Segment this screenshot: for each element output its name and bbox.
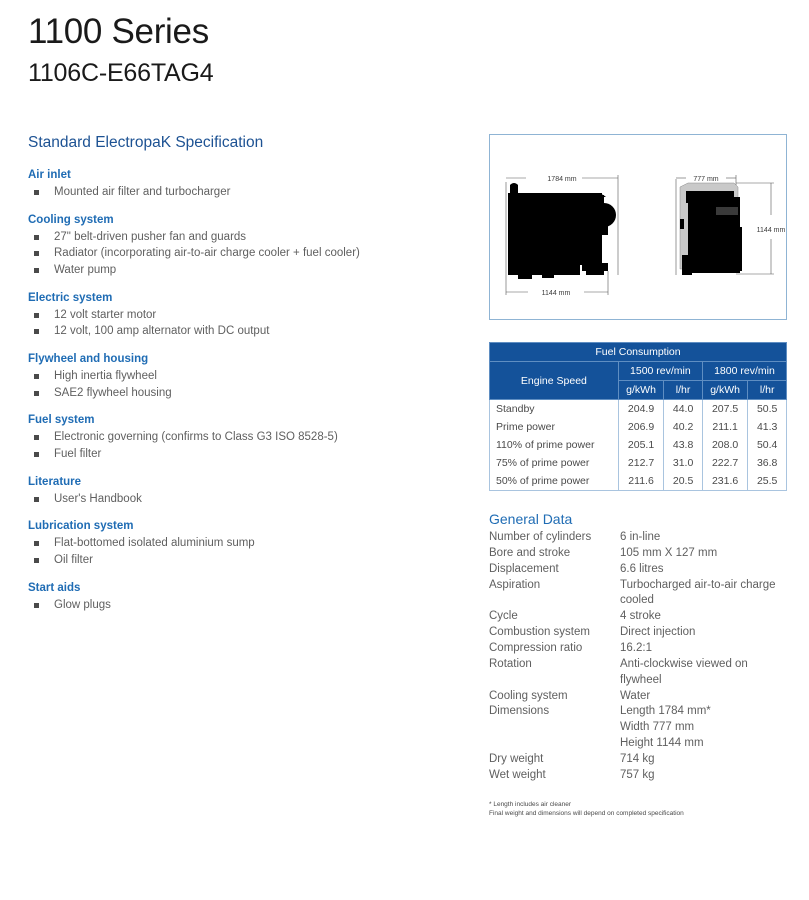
spec-group <box>28 414 468 462</box>
general-data-label: Bore and stroke <box>489 546 571 559</box>
spec-item-label: SAE2 flywheel housing <box>54 386 172 399</box>
fuel-table-speed-row <box>490 362 787 381</box>
table-row <box>490 472 787 491</box>
square-bullet-icon <box>34 497 39 502</box>
spec-group-title: Air inlet <box>28 169 71 181</box>
general-data-label: Dry weight <box>489 753 544 766</box>
fuel-consumption-table <box>489 342 787 491</box>
general-data-value: Anti-clockwise viewed on flywheel <box>620 657 748 686</box>
general-data-value: 6.6 litres <box>620 562 664 575</box>
general-data-value: 16.2:1 <box>620 642 652 655</box>
spec-item-list <box>28 597 468 614</box>
fuel-row-value: 50.4 <box>748 436 787 454</box>
page-title-block <box>28 14 213 86</box>
fuel-row-value: 207.5 <box>702 400 747 419</box>
general-data-label: Combustion system <box>489 626 590 639</box>
general-data-value: Height 1144 mm <box>620 737 704 750</box>
footnotes <box>489 800 787 819</box>
general-data-value: 4 stroke <box>620 610 661 623</box>
spec-item-label: Oil filter <box>54 554 93 567</box>
spec-item <box>28 552 468 569</box>
square-bullet-icon <box>34 251 39 256</box>
fuel-row-value: 206.9 <box>618 418 663 436</box>
fuel-table-unit-1500-gkwh: g/kWh <box>618 381 663 400</box>
spec-item-list <box>28 491 468 508</box>
general-data-label <box>489 720 620 736</box>
footnote-line: Final weight and dimensions will depend on completed specification <box>489 810 684 818</box>
spec-group-title: Cooling system <box>28 213 114 226</box>
square-bullet-icon <box>34 190 39 195</box>
spec-item-label: Fuel filter <box>54 448 102 461</box>
spec-item <box>28 491 468 508</box>
general-data-value: 757 kg <box>620 768 655 781</box>
general-data-title: General Data <box>489 511 573 527</box>
fuel-row-label: 110% of prime power <box>490 436 619 454</box>
spec-item <box>28 429 468 446</box>
fuel-consumption-table-wrapper <box>489 342 787 491</box>
square-bullet-icon <box>34 268 39 273</box>
spec-item <box>28 535 468 552</box>
specification-groups <box>28 169 468 613</box>
spec-item <box>28 368 468 385</box>
spec-item-label: 27" belt-driven pusher fan and guards <box>54 230 247 243</box>
spec-item-list <box>28 307 468 340</box>
fuel-row-label: 75% of prime power <box>490 454 619 472</box>
general-data-body <box>489 530 787 784</box>
spec-group-title: Fuel system <box>28 414 95 427</box>
spec-item-label: 12 volt starter motor <box>54 308 157 321</box>
table-row <box>490 436 787 454</box>
general-data-value: Turbocharged air-to-air charge cooled <box>620 578 776 607</box>
general-data-label: Rotation <box>489 657 532 670</box>
spec-group <box>28 292 468 340</box>
fuel-row-value: 204.9 <box>618 400 663 419</box>
fuel-row-value: 41.3 <box>748 418 787 436</box>
model-subtitle: 1106C-E66TAG4 <box>28 59 214 87</box>
fuel-row-label: 50% of prime power <box>490 472 619 491</box>
spec-item-list <box>28 368 468 401</box>
table-row <box>490 454 787 472</box>
page-title: 1100 Series <box>28 12 209 51</box>
general-data-value: Length 1784 mm* <box>620 705 711 718</box>
spec-group <box>28 520 468 568</box>
fuel-row-value: 208.0 <box>702 436 747 454</box>
fuel-table-row-header-label: Engine Speed <box>490 362 619 400</box>
general-data-table <box>489 530 787 784</box>
general-data-row <box>489 562 787 578</box>
fuel-table-unit-1800-lhr: l/hr <box>748 381 787 400</box>
table-row <box>490 418 787 436</box>
fuel-table-title-row <box>490 343 787 362</box>
fuel-row-value: 40.2 <box>664 418 703 436</box>
spec-item <box>28 262 468 279</box>
general-data-label: Cycle <box>489 610 518 623</box>
fuel-row-value: 50.5 <box>748 400 787 419</box>
general-data-row <box>489 546 787 562</box>
general-data-value: Direct injection <box>620 626 696 639</box>
square-bullet-icon <box>34 329 39 334</box>
specification-heading: Standard ElectropaK Specification <box>28 134 264 151</box>
general-data-row <box>489 704 787 720</box>
spec-item-label: Glow plugs <box>54 598 111 611</box>
spec-item-label: High inertia flywheel <box>54 370 157 383</box>
spec-item-label: User's Handbook <box>54 492 142 505</box>
general-data-section <box>489 511 787 784</box>
spec-item-label: Electronic governing (confirms to Class G3 ISO 8528-5) <box>54 431 338 444</box>
spec-group <box>28 353 468 401</box>
fuel-row-value: 31.0 <box>664 454 703 472</box>
spec-item-label: 12 volt, 100 amp alternator with DC output <box>54 325 270 338</box>
square-bullet-icon <box>34 435 39 440</box>
general-data-row <box>489 625 787 641</box>
general-data-label <box>489 736 620 752</box>
spec-group <box>28 214 468 279</box>
fuel-row-value: 36.8 <box>748 454 787 472</box>
general-data-row <box>489 609 787 625</box>
spec-group-title: Electric system <box>28 291 113 304</box>
general-data-row <box>489 768 787 784</box>
spec-group-title: Flywheel and housing <box>28 353 149 366</box>
fuel-row-value: 205.1 <box>618 436 663 454</box>
fuel-row-label: Prime power <box>490 418 619 436</box>
spec-item <box>28 385 468 402</box>
square-bullet-icon <box>34 452 39 457</box>
general-data-row <box>489 752 787 768</box>
spec-item <box>28 597 468 614</box>
fuel-table-unit-1800-gkwh: g/kWh <box>702 381 747 400</box>
spec-group <box>28 169 468 201</box>
fuel-table-body <box>490 400 787 491</box>
spec-group <box>28 476 468 508</box>
general-data-row <box>489 641 787 657</box>
general-data-label: Compression ratio <box>489 642 583 655</box>
spec-item-label: Water pump <box>54 264 117 277</box>
fuel-row-value: 231.6 <box>702 472 747 491</box>
front-view-height-label: 1144 mm <box>756 227 786 234</box>
general-data-value: 714 kg <box>620 753 655 766</box>
fuel-row-value: 20.5 <box>664 472 703 491</box>
spec-group-title: Lubrication system <box>28 520 134 533</box>
square-bullet-icon <box>34 235 39 240</box>
spec-item-list <box>28 184 468 201</box>
square-bullet-icon <box>34 541 39 546</box>
spec-item-label: Radiator (incorporating air-to-air charge cooler + fuel cooler) <box>54 247 360 260</box>
fuel-row-value: 212.7 <box>618 454 663 472</box>
general-data-value: Water <box>620 689 651 702</box>
spec-item <box>28 446 468 463</box>
general-data-row <box>489 657 787 689</box>
right-column <box>489 134 787 819</box>
fuel-table-unit-1500-lhr: l/hr <box>664 381 703 400</box>
general-data-label: Number of cylinders <box>489 531 592 543</box>
general-data-value: 6 in-line <box>620 531 661 543</box>
side-view-base-label: 1144 mm <box>541 290 571 297</box>
fuel-table-head <box>490 343 787 400</box>
general-data-row <box>489 530 787 546</box>
fuel-row-value: 25.5 <box>748 472 787 491</box>
spec-item <box>28 307 468 324</box>
side-view-length-label: 1784 mm <box>547 176 577 183</box>
fuel-table-title: Fuel Consumption <box>490 343 787 362</box>
spec-item <box>28 184 468 201</box>
fuel-row-value: 44.0 <box>664 400 703 419</box>
fuel-row-value: 222.7 <box>702 454 747 472</box>
spec-item <box>28 229 468 246</box>
spec-group-title: Start aids <box>28 581 81 594</box>
engine-dimension-diagram <box>489 134 787 320</box>
table-row <box>490 400 787 419</box>
spec-item-list <box>28 229 468 279</box>
fuel-table-speed-1500: 1500 rev/min <box>618 362 702 381</box>
square-bullet-icon <box>34 391 39 396</box>
general-data-row <box>489 720 787 736</box>
front-view-width-label: 777 mm <box>693 176 719 183</box>
square-bullet-icon <box>34 374 39 379</box>
engine-side-silhouette <box>508 183 616 279</box>
square-bullet-icon <box>34 603 39 608</box>
spec-item <box>28 323 468 340</box>
spec-item-list <box>28 535 468 568</box>
footnote-line: * Length includes air cleaner <box>489 800 572 808</box>
spec-group <box>28 582 468 614</box>
fuel-table-speed-1800: 1800 rev/min <box>702 362 786 381</box>
square-bullet-icon <box>34 313 39 318</box>
general-data-label: Wet weight <box>489 768 546 781</box>
general-data-value: 105 mm X 127 mm <box>620 546 718 559</box>
general-data-row <box>489 736 787 752</box>
square-bullet-icon <box>34 558 39 563</box>
general-data-row <box>489 578 787 610</box>
specification-column <box>28 134 468 626</box>
spec-group-title: Literature <box>28 475 82 488</box>
general-data-label: Cooling system <box>489 689 568 702</box>
spec-item-label: Mounted air filter and turbocharger <box>54 186 231 198</box>
general-data-label: Displacement <box>489 562 559 575</box>
spec-item <box>28 245 468 262</box>
spec-item-list <box>28 429 468 462</box>
fuel-row-value: 211.6 <box>618 472 663 491</box>
fuel-row-value: 211.1 <box>702 418 747 436</box>
general-data-row <box>489 689 787 705</box>
spec-item-label: Flat-bottomed isolated aluminium sump <box>54 537 255 550</box>
general-data-value: Width 777 mm <box>620 721 695 734</box>
engine-front-silhouette <box>680 183 742 275</box>
general-data-label: Dimensions <box>489 705 550 718</box>
general-data-label: Aspiration <box>489 578 541 591</box>
engine-dimension-svg <box>490 135 786 319</box>
fuel-row-label: Standby <box>490 400 619 419</box>
fuel-row-value: 43.8 <box>664 436 703 454</box>
